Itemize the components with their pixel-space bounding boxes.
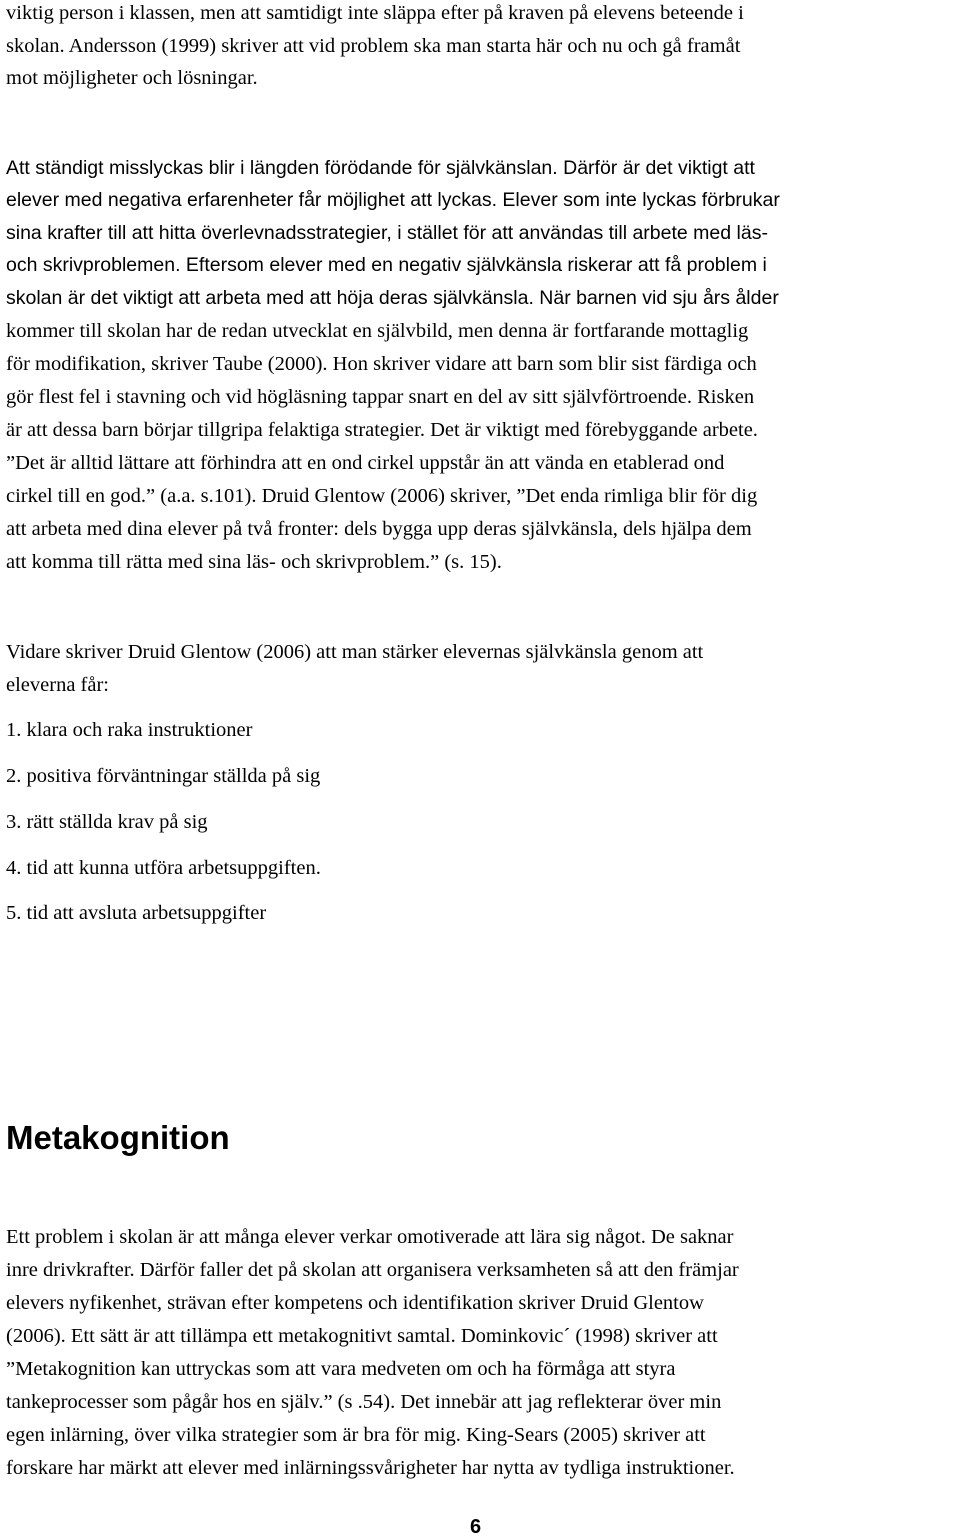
section-heading: Metakognition bbox=[6, 1119, 230, 1156]
text-line: att arbeta med dina elever på två fronter: dels bygga upp deras självkänsla, dels hjälpa dem bbox=[6, 518, 752, 540]
text-line: Ett problem i skolan är att många elever verkar omotiverade att lära sig något. De saknar bbox=[6, 1226, 734, 1248]
text-line: skolan. Andersson (1999) skriver att vid problem ska man starta här och nu och gå framåt bbox=[6, 35, 741, 57]
text-line: viktig person i klassen, men att samtidigt inte släppa efter på kraven på elevens beteende i bbox=[6, 2, 744, 24]
text-line: att komma till rätta med sina läs- och skrivproblem.” (s. 15). bbox=[6, 551, 502, 573]
text-line: kommer till skolan har de redan utvecklat en självbild, men denna är fortfarande mottaglig bbox=[6, 320, 749, 342]
list-item: 1. klara och raka instruktioner bbox=[6, 719, 253, 741]
text-line: eleverna får: bbox=[6, 674, 109, 696]
text-line: inre drivkrafter. Därför faller det på skolan att organisera verksamheten så att den främjar bbox=[6, 1259, 739, 1281]
text-line: skolan är det viktigt att arbeta med att höja deras självkänsla. När barnen vid sju års ålder bbox=[6, 287, 779, 309]
text-line: gör flest fel i stavning och vid högläsning tappar snart en del av sitt självförtroende. Risken bbox=[6, 386, 755, 408]
text-line: och skrivproblemen. Eftersom elever med en negativ självkänsla riskerar att få problem i bbox=[6, 254, 767, 276]
text-line: är att dessa barn börjar tillgripa felaktiga strategier. Det är viktigt med förebyggande arbete. bbox=[6, 419, 758, 441]
text-line: Att ständigt misslyckas blir i längden förödande för självkänslan. Därför är det viktigt att bbox=[6, 157, 755, 179]
text-line: elevers nyfikenhet, strävan efter kompetens och identifikation skriver Druid Glentow bbox=[6, 1292, 704, 1314]
text-line: (2006). Ett sätt är att tillämpa ett metakognitivt samtal. Dominkovic´ (1998) skriver att bbox=[6, 1325, 718, 1347]
list-item: 2. positiva förväntningar ställda på sig bbox=[6, 765, 321, 787]
text-line: forskare har märkt att elever med inlärningssvårigheter har nytta av tydliga instruktioner. bbox=[6, 1457, 735, 1479]
page-number: 6 bbox=[470, 1516, 482, 1538]
list-item: 4. tid att kunna utföra arbetsuppgiften. bbox=[6, 857, 321, 879]
text-line: cirkel till en god.” (a.a. s.101). Druid Glentow (2006) skriver, ”Det enda rimliga blir för dig bbox=[6, 485, 758, 507]
text-line: Vidare skriver Druid Glentow (2006) att man stärker elevernas självkänsla genom att bbox=[6, 641, 704, 663]
text-line: tankeprocesser som pågår hos en själv.” (s .54). Det innebär att jag reflekterar över min bbox=[6, 1391, 722, 1413]
text-line: egen inlärning, över vilka strategier som är bra för mig. King-Sears (2005) skriver att bbox=[6, 1424, 706, 1446]
text-line: sina krafter till att hitta överlevnadsstrategier, i stället för att användas till arbete med läs- bbox=[6, 222, 768, 244]
text-line: för modifikation, skriver Taube (2000). Hon skriver vidare att barn som blir sist färdiga och bbox=[6, 353, 757, 375]
text-line: ”Det är alltid lättare att förhindra att en ond cirkel uppstår än att vända en etablerad ond bbox=[6, 452, 725, 474]
text-line: elever med negativa erfarenheter får möjlighet att lyckas. Elever som inte lyckas förbrukar bbox=[6, 189, 780, 211]
text-line: ”Metakognition kan uttryckas som att vara medveten om och ha förmåga att styra bbox=[6, 1358, 676, 1380]
list-item: 5. tid att avsluta arbetsuppgifter bbox=[6, 902, 267, 924]
list-item: 3. rätt ställda krav på sig bbox=[6, 811, 208, 833]
text-line: mot möjligheter och lösningar. bbox=[6, 67, 258, 89]
